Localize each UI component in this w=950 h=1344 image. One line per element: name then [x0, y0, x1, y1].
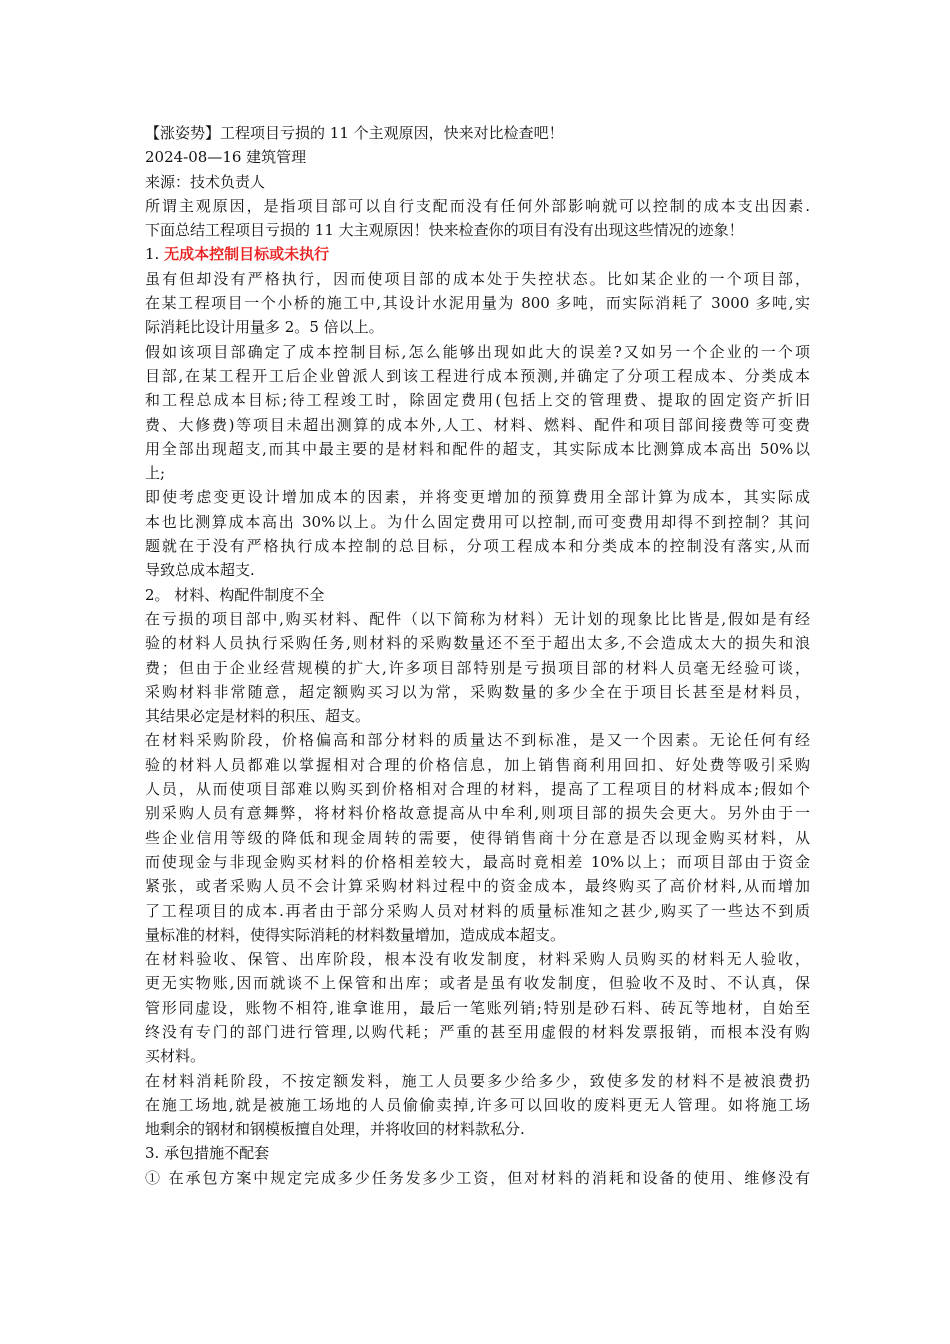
paragraph-line: 际消耗比设计用量多 2。5 倍以上。 — [145, 318, 384, 337]
paragraph-line: 些企业信用等级的降低和现金周转的需要，使得销售商十分在意是否以现金购买材料，从 — [145, 828, 810, 847]
paragraph-line: 验的材料人员执行采购任务,则材料的采购数量还不至于超出太多,不会造成太大的损失和浪 — [145, 634, 810, 653]
paragraph-line: 更无实物账,因而就谈不上保管和出库；或者是虽有收发制度，但验收不及时、不认真，保 — [145, 974, 810, 993]
paragraph-line: 在亏损的项目部中,购买材料、配件（以下简称为材料）无计划的现象比比皆是,假如是有经 — [145, 609, 810, 628]
paragraph-line: 在施工场地,就是被施工场地的人员偷偷卖掉,许多可以回收的废料更无人管理。如将施工场 — [145, 1095, 810, 1114]
intro-line: 下面总结工程项目亏损的 11 大主观原因！快来检查你的项目有没有出现这些情况的迹象！ — [145, 221, 744, 240]
document-page — [145, 121, 810, 1190]
section-1-number: 1. — [145, 245, 160, 264]
paragraph-line: 费、大修费)等项目未超出测算的成本外,人工、材料、燃料、配件和项目部间接费等可变费 — [145, 415, 810, 434]
paragraph-line: 上; — [145, 464, 166, 483]
paragraph-line: 在材料验收、保管、出库阶段，根本没有收发制度，材料采购人员购买的材料无人验收， — [145, 950, 810, 969]
paragraph-line: 地剩余的钢材和钢模板擅自处理，并将收回的材料款私分. — [145, 1120, 525, 1139]
paragraph-line: 和工程总成本目标;待工程竣工时，除固定费用(包括上交的管理费、提取的固定资产折旧 — [145, 391, 810, 410]
paragraph-line: 费；但由于企业经营规模的扩大,许多项目部特别是亏损项目部的材料人员毫无经验可谈， — [145, 658, 810, 677]
paragraph-line: 假如该项目部确定了成本控制目标,怎么能够出现如此大的误差?又如另一个企业的一个项 — [145, 342, 810, 361]
paragraph-line: ① 在承包方案中规定完成多少任务发多少工资，但对材料的消耗和设备的使用、维修没有 — [145, 1168, 810, 1187]
paragraph-line: 别采购人员有意舞弊，将材料价格故意提高从中牟利,则项目部的损失会更大。另外由于一 — [145, 804, 810, 823]
intro-line: 所谓主观原因，是指项目部可以自行支配而没有任何外部影响就可以控制的成本支出因素. — [145, 196, 810, 215]
paragraph-line: 紧张，或者采购人员不会计算采购材料过程中的资金成本，最终购买了高价材料,从而增加 — [145, 877, 810, 896]
paragraph-line: 了工程项目的成本.再者由于部分采购人员对材料的质量标准知之甚少,购买了一些达不到质 — [145, 901, 810, 920]
paragraph-line: 目部,在某工程开工后企业曾派人到该工程进行成本预测,并确定了分项工程成本、分类成本 — [145, 366, 810, 385]
article-title: 【涨姿势】工程项目亏损的 11 个主观原因，快来对比检查吧！ — [145, 124, 564, 142]
paragraph-line: 买材料。 — [145, 1047, 206, 1066]
paragraph-line: 题就在于没有严格执行成本控制的总目标，分项工程成本和分类成本的控制没有落实,从而 — [145, 537, 810, 556]
paragraph-line: 采购材料非常随意，超定额购买习以为常，采购数量的多少全在于项目长甚至是材料员， — [145, 682, 810, 701]
paragraph-line: 验的材料人员都难以掌握相对合理的价格信息，加上销售商利用回扣、好处费等吸引采购 — [145, 755, 810, 774]
paragraph-line: 终没有专门的部门进行管理,以购代耗；严重的甚至用虚假的材料发票报销，而根本没有购 — [145, 1022, 810, 1041]
paragraph-line: 量标准的材料，使得实际消耗的材料数量增加，造成成本超支。 — [145, 925, 566, 944]
paragraph-line: 管形同虚设，账物不相符,谁拿谁用，最后一笔账列销;特别是砂石料、砖瓦等地材，自始至 — [145, 998, 810, 1017]
date-author: 2024-08—16 建筑管理 — [145, 148, 307, 167]
paragraph-line: 用全部出现超支,而其中最主要的是材料和配件的超支，其实际成本比测算成本高出 50%以 — [145, 439, 810, 458]
paragraph-line: 即使考虑变更设计增加成本的因素，并将变更增加的预算费用全部计算为成本，其实际成 — [145, 488, 810, 507]
paragraph-line: 在某工程项目一个小桥的施工中,其设计水泥用量为 800 多吨，而实际消耗了 3000 多吨,实 — [145, 294, 810, 313]
section-1-title: 无成本控制目标或未执行 — [164, 245, 330, 264]
source-line: 来源：技术负责人 — [145, 172, 266, 191]
section-3-heading: 3. 承包措施不配套 — [145, 1144, 270, 1163]
paragraph-line: 导致总成本超支. — [145, 561, 255, 580]
paragraph-line: 虽有但却没有严格执行，因而使项目部的成本处于失控状态。比如某企业的一个项目部， — [145, 269, 810, 288]
paragraph-line: 而使现金与非现金购买材料的价格相差较大，最高时竟相差 10%以上；而项目部由于资金 — [145, 852, 810, 871]
paragraph-line: 人员，从而使项目部难以购买到价格相对合理的材料，提高了工程项目的材料成本;假如个 — [145, 780, 810, 799]
paragraph-line: 在材料采购阶段，价格偏高和部分材料的质量达不到标准，是又一个因素。无论任何有经 — [145, 731, 810, 750]
paragraph-line: 本也比测算成本高出 30%以上。为什么固定费用可以控制,而可变费用却得不到控制？其问 — [145, 512, 810, 531]
paragraph-line: 其结果必定是材料的积压、超支。 — [145, 707, 371, 726]
section-1-heading — [145, 242, 810, 266]
section-2-heading: 2。 材料、构配件制度不全 — [145, 585, 325, 604]
paragraph-line: 在材料消耗阶段，不按定额发料，施工人员要多少给多少，致使多发的材料不是被浪费扔 — [145, 1071, 810, 1090]
